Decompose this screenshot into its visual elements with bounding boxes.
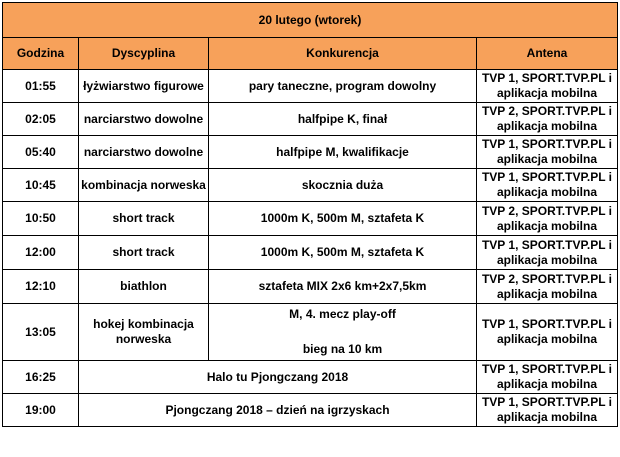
table-row <box>3 202 618 236</box>
event-cell: skocznia duża <box>209 169 477 202</box>
title-row <box>3 3 618 38</box>
channel-cell: TVP 1, SPORT.TVP.PL i aplikacja mobilna <box>477 361 618 394</box>
column-header-discipline: Dyscyplina <box>79 38 209 70</box>
channel-cell: TVP 2, SPORT.TVP.PL i aplikacja mobilna <box>477 103 618 136</box>
channel-cell: TVP 1, SPORT.TVP.PL i aplikacja mobilna <box>477 236 618 270</box>
event-cell: halfpipe M, kwalifikacje <box>209 136 477 169</box>
table-row <box>3 304 618 361</box>
discipline-cell: narciarstwo dowolne <box>79 136 209 169</box>
time-cell: 19:00 <box>3 394 79 427</box>
event-cell: 1000m K, 500m M, sztafeta K <box>209 236 477 270</box>
time-cell: 16:25 <box>3 361 79 394</box>
channel-cell: TVP 2, SPORT.TVP.PL i aplikacja mobilna <box>477 270 618 304</box>
event-cell <box>209 304 477 361</box>
table-row <box>3 361 618 394</box>
time-cell: 13:05 <box>3 304 79 361</box>
time-cell: 12:00 <box>3 236 79 270</box>
event-cell: sztafeta MIX 2x6 km+2x7,5km <box>209 270 477 304</box>
table-row <box>3 70 618 103</box>
channel-cell: TVP 1, SPORT.TVP.PL i aplikacja mobilna <box>477 304 618 361</box>
discipline-cell: biathlon <box>79 270 209 304</box>
table-row <box>3 103 618 136</box>
discipline-cell: łyżwiarstwo figurowe <box>79 70 209 103</box>
discipline-cell: hokej kombinacja norweska <box>79 304 209 361</box>
event-cell: pary taneczne, program dowolny <box>209 70 477 103</box>
time-cell: 10:45 <box>3 169 79 202</box>
channel-cell: TVP 1, SPORT.TVP.PL i aplikacja mobilna <box>477 136 618 169</box>
program-cell: Halo tu Pjongczang 2018 <box>79 361 477 394</box>
event-line: bieg na 10 km <box>302 342 383 356</box>
channel-cell: TVP 1, SPORT.TVP.PL i aplikacja mobilna <box>477 394 618 427</box>
schedule-table <box>2 2 618 427</box>
channel-cell: TVP 1, SPORT.TVP.PL i aplikacja mobilna <box>477 70 618 103</box>
schedule-title: 20 lutego (wtorek) <box>3 3 618 38</box>
table-row <box>3 236 618 270</box>
table-row <box>3 169 618 202</box>
discipline-cell: kombinacja norweska <box>79 169 209 202</box>
time-cell: 01:55 <box>3 70 79 103</box>
program-cell: Pjongczang 2018 – dzień na igrzyskach <box>79 394 477 427</box>
discipline-cell: narciarstwo dowolne <box>79 103 209 136</box>
event-cell: halfpipe K, finał <box>209 103 477 136</box>
discipline-cell: short track <box>79 202 209 236</box>
time-cell: 05:40 <box>3 136 79 169</box>
table-row <box>3 136 618 169</box>
discipline-cell: short track <box>79 236 209 270</box>
table-row <box>3 394 618 427</box>
event-line: M, 4. mecz play-off <box>289 307 396 321</box>
table-row <box>3 270 618 304</box>
channel-cell: TVP 2, SPORT.TVP.PL i aplikacja mobilna <box>477 202 618 236</box>
channel-cell: TVP 1, SPORT.TVP.PL i aplikacja mobilna <box>477 169 618 202</box>
header-row <box>3 38 618 70</box>
column-header-channel: Antena <box>477 38 618 70</box>
column-header-event: Konkurencja <box>209 38 477 70</box>
time-cell: 02:05 <box>3 103 79 136</box>
event-cell: 1000m K, 500m M, sztafeta K <box>209 202 477 236</box>
column-header-time: Godzina <box>3 38 79 70</box>
time-cell: 12:10 <box>3 270 79 304</box>
time-cell: 10:50 <box>3 202 79 236</box>
